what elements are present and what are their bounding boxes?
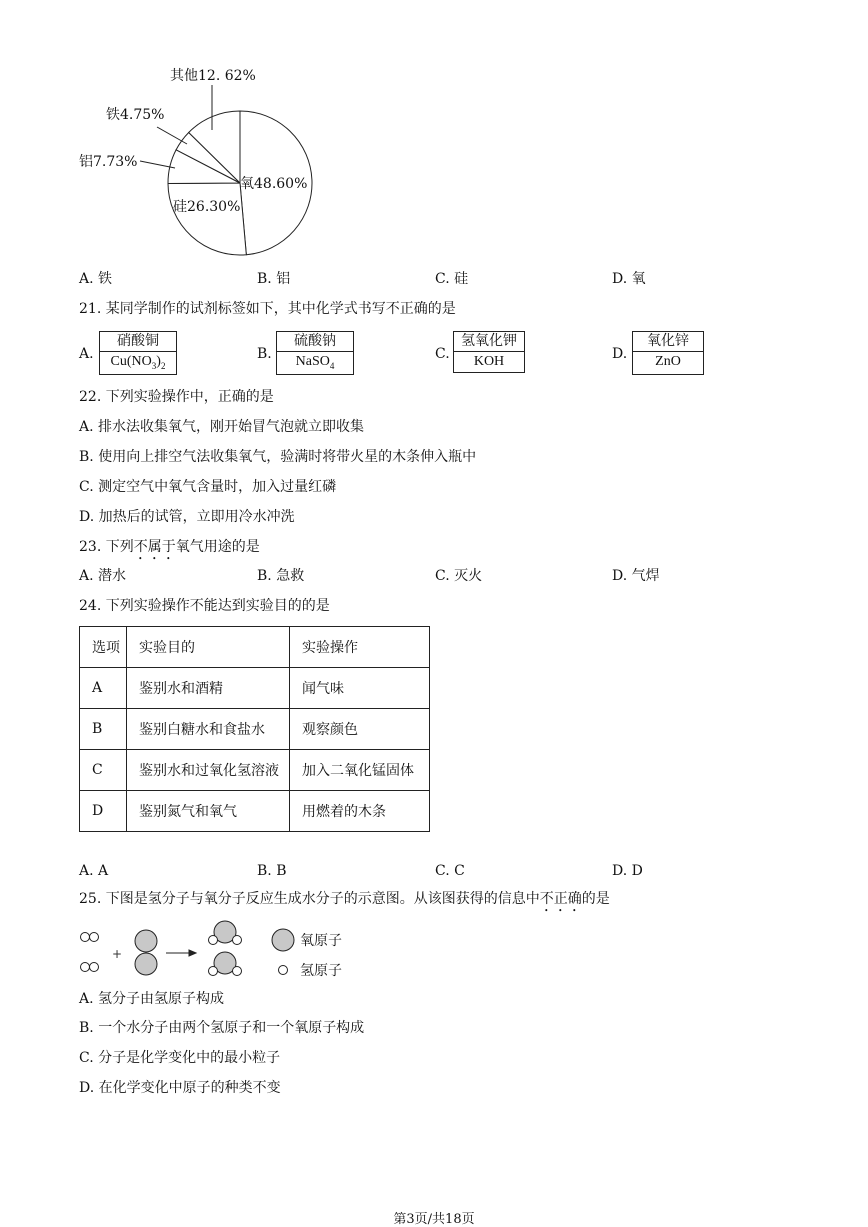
pie-label-silicon: 硅26.30% xyxy=(173,199,241,215)
table-row xyxy=(80,750,430,791)
q24-option-c[interactable]: C. C xyxy=(435,863,465,879)
q24-table xyxy=(79,626,430,832)
q24-option-b[interactable]: B. B xyxy=(257,863,287,879)
q24-option-d[interactable]: D. D xyxy=(612,863,643,879)
q20-option-b[interactable]: B. 铝 xyxy=(257,271,291,287)
table-row xyxy=(80,668,430,709)
table-cell: 鉴别白糖水和食盐水 xyxy=(127,709,290,750)
plus-sign: + xyxy=(112,947,123,961)
q25-stem: 25. 下图是氢分子与氧分子反应生成水分子的示意图。从该图获得的信息中不正确的是 xyxy=(79,891,610,907)
water-molecule xyxy=(209,952,242,976)
q23-option-c[interactable]: C. 灭火 xyxy=(435,568,483,584)
q21-label-a xyxy=(99,331,177,375)
pie-label-oxygen: 氧48.60% xyxy=(240,176,308,192)
q25-option-a[interactable]: A. 氢分子由氢原子构成 xyxy=(79,991,225,1007)
table-cell: 闻气味 xyxy=(290,668,430,709)
table-header-row xyxy=(80,627,430,668)
oxygen-atom-legend-label: 氧原子 xyxy=(300,933,342,949)
label-c-formula: KOH xyxy=(473,354,505,369)
q22-option-c[interactable]: C. 测定空气中氧气含量时，加入过量红磷 xyxy=(79,479,337,495)
label-a-name: 硝酸铜 xyxy=(100,332,176,352)
table-cell: 加入二氧化锰固体 xyxy=(290,750,430,791)
table-cell: 鉴别氮气和氧气 xyxy=(127,791,290,832)
q24-option-a[interactable]: A. A xyxy=(79,863,109,879)
q25-option-b[interactable]: B. 一个水分子由两个氢原子和一个氧原子构成 xyxy=(79,1020,365,1036)
hydrogen-atom-legend-icon xyxy=(279,966,288,975)
q21-option-b-letter[interactable]: B. xyxy=(257,346,272,362)
page-number: 第3页/共18页 xyxy=(393,1212,475,1227)
table-cell: B xyxy=(80,709,127,750)
label-b-formula: NaSO$_4$ xyxy=(295,354,335,371)
pie-label-other: 其他12. 62% xyxy=(170,68,256,84)
pie-label-iron: 铁4.75% xyxy=(106,107,165,123)
pie-slice-硅 xyxy=(168,183,246,255)
table-cell: 观察颜色 xyxy=(290,709,430,750)
table-cell: 鉴别水和过氧化氢溶液 xyxy=(127,750,290,791)
q23-option-a[interactable]: A. 潜水 xyxy=(79,568,127,584)
label-a-formula: $Cu(NO_3)_2$ xyxy=(110,354,166,371)
table-cell: C xyxy=(80,750,127,791)
q23-stem: 23. 下列不属于氧气用途的是 xyxy=(79,539,260,555)
label-b-name: 硫酸钠 xyxy=(277,332,353,352)
q21-option-a-letter[interactable]: A. xyxy=(79,346,94,362)
leader-iron xyxy=(157,127,187,144)
pie-figure xyxy=(70,60,330,260)
q25-option-c[interactable]: C. 分子是化学变化中的最小粒子 xyxy=(79,1050,281,1066)
table-header-cell: 实验目的 xyxy=(127,627,290,668)
q25-stem-emphasis: 不正确 xyxy=(539,891,582,907)
hydrogen-atom-legend-label: 氢原子 xyxy=(300,963,342,979)
table-header-cell: 实验操作 xyxy=(290,627,430,668)
water-molecule xyxy=(209,921,242,945)
q23-option-b[interactable]: B. 急救 xyxy=(257,568,305,584)
table-cell: D xyxy=(80,791,127,832)
q20-option-d[interactable]: D. 氧 xyxy=(612,271,646,287)
q21-option-c-letter[interactable]: C. xyxy=(435,346,450,362)
q21-label-d xyxy=(632,331,704,375)
pie-label-aluminum: 铝7.73% xyxy=(79,154,138,170)
reaction-diagram xyxy=(72,918,392,984)
oxygen-atom-legend-icon xyxy=(272,929,294,951)
q23-option-d[interactable]: D. 气焊 xyxy=(612,568,660,584)
oxygen-molecule xyxy=(135,930,157,975)
q21-label-b xyxy=(276,331,354,375)
table-header-cell: 选项 xyxy=(80,627,127,668)
table-cell: 鉴别水和酒精 xyxy=(127,668,290,709)
table-cell: A xyxy=(80,668,127,709)
q22-option-b[interactable]: B. 使用向上排空气法收集氧气，验满时将带火星的木条伸入瓶中 xyxy=(79,449,477,465)
q21-option-d-letter[interactable]: D. xyxy=(612,346,628,362)
table-cell: 用燃着的木条 xyxy=(290,791,430,832)
q21-label-c xyxy=(453,331,525,373)
q20-option-a[interactable]: A. 铁 xyxy=(79,271,113,287)
label-d-name: 氧化锌 xyxy=(633,332,703,352)
table-row xyxy=(80,791,430,832)
q22-option-d[interactable]: D. 加热后的试管，立即用冷水冲洗 xyxy=(79,509,295,525)
q20-option-c[interactable]: C. 硅 xyxy=(435,271,469,287)
q22-option-a[interactable]: A. 排水法收集氧气，刚开始冒气泡就立即收集 xyxy=(79,419,365,435)
leader-aluminum xyxy=(140,161,175,168)
table-row xyxy=(80,709,430,750)
q24-stem: 24. 下列实验操作不能达到实验目的的是 xyxy=(79,598,330,614)
q21-stem: 21. 某同学制作的试剂标签如下，其中化学式书写不正确的是 xyxy=(79,301,456,317)
label-c-name: 氢氧化钾 xyxy=(454,332,524,352)
label-d-formula: ZnO xyxy=(655,354,681,369)
hydrogen-molecule xyxy=(81,933,99,942)
reaction-arrow-icon xyxy=(166,950,196,956)
q23-stem-emphasis: 不属于 xyxy=(133,539,176,555)
hydrogen-molecule xyxy=(81,963,99,972)
q22-stem: 22. 下列实验操作中，正确的是 xyxy=(79,389,274,405)
q25-option-d[interactable]: D. 在化学变化中原子的种类不变 xyxy=(79,1080,281,1096)
